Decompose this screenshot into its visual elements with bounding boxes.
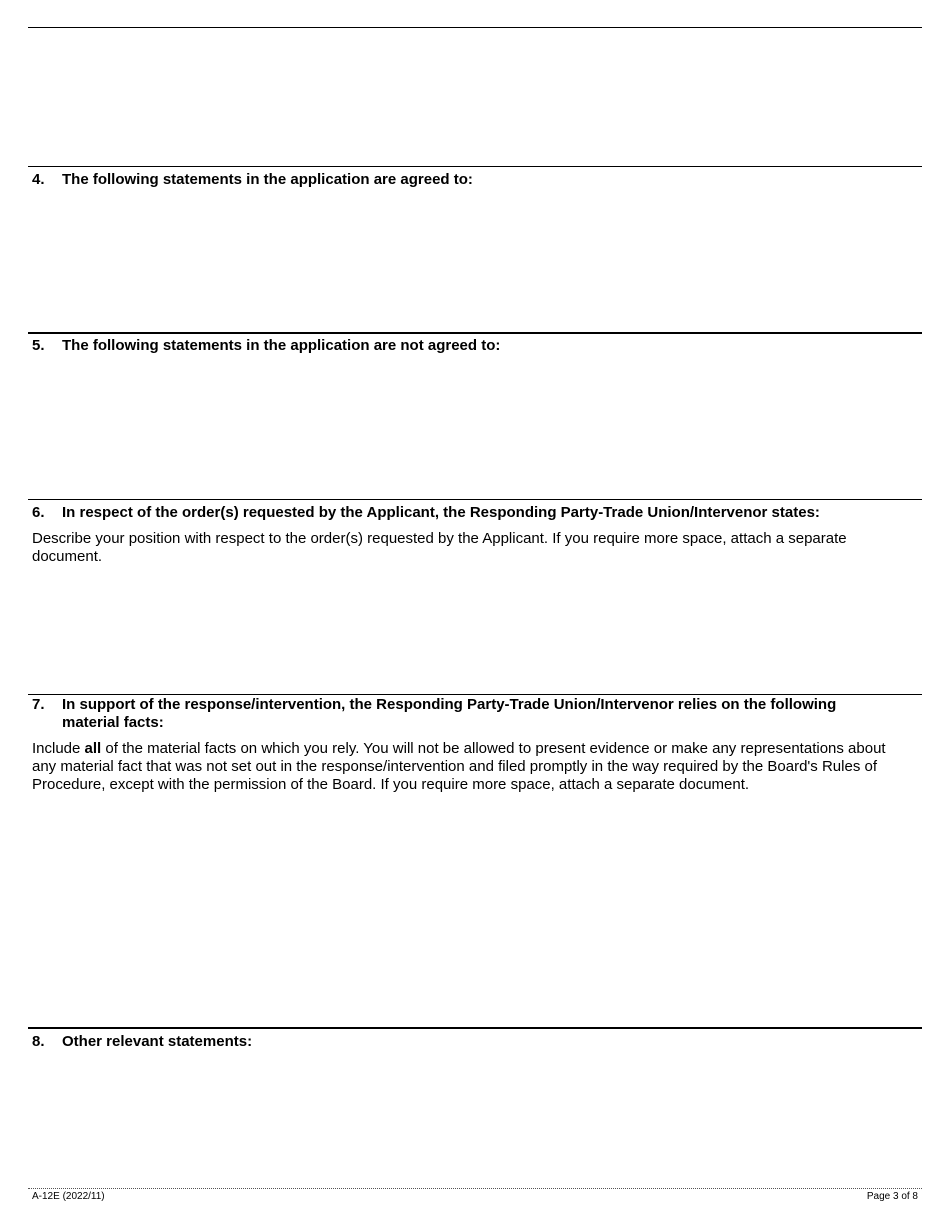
section-4-rule [28,166,922,167]
section-5-rule [28,332,922,334]
section-7-heading [28,696,922,732]
section-5-answer-area[interactable] [28,358,922,496]
top-rule [28,27,922,28]
section-4-title: The following statements in the application are agreed to: [62,171,473,188]
section-7-description-suffix: of the material facts on which you rely. You will not be allowed to present evidence or make any representations about any material fact that was not set out in the response/intervention and filed promptly in the way required by the Board's Rules of Procedure, except with the permission of the Board. If you require more space, attach a separate document. [32,740,886,793]
section-6-title: In respect of the order(s) requested by the Applicant, the Responding Party-Trade Union/Intervenor states: [62,504,820,521]
section-5 [28,337,922,355]
section-8-answer-area[interactable] [28,1054,922,1184]
section-8-heading [28,1033,922,1051]
section-7-description-prefix: Include [32,740,85,757]
section-8 [28,1033,922,1051]
section-7 [28,696,922,794]
section-7-rule [28,694,922,695]
section-8-title: Other relevant statements: [62,1033,253,1050]
section-4-number: 4. [32,171,45,188]
section-6-heading [28,504,922,522]
section-5-number: 5. [32,337,45,354]
section-7-description [28,740,922,794]
section-6-rule [28,499,922,500]
section-7-title: In support of the response/intervention, the Responding Party-Trade Union/Intervenor relies on the following material facts: [62,696,837,731]
footer-rule [28,1188,922,1189]
section-6-answer-area[interactable] [28,572,922,692]
section-6-description: Describe your position with respect to the order(s) requested by the Applicant. If you require more space, attach a separate document. [32,530,847,565]
section-6 [28,504,922,566]
section-7-number: 7. [32,696,45,713]
section-7-answer-area[interactable] [28,800,922,1026]
section-4-answer-area[interactable] [28,192,922,330]
section-8-number: 8. [32,1033,45,1050]
previous-answer-area[interactable] [28,29,922,165]
section-4-heading [28,171,922,189]
section-4 [28,171,922,189]
form-id: A-12E (2022/11) [32,1191,105,1202]
section-6-number: 6. [32,504,45,521]
section-7-description-emphasis: all [84,740,102,757]
section-5-title: The following statements in the application are not agreed to: [62,337,501,354]
section-8-rule [28,1027,922,1029]
page-number: Page 3 of 8 [866,1191,918,1202]
section-5-heading [28,337,922,355]
